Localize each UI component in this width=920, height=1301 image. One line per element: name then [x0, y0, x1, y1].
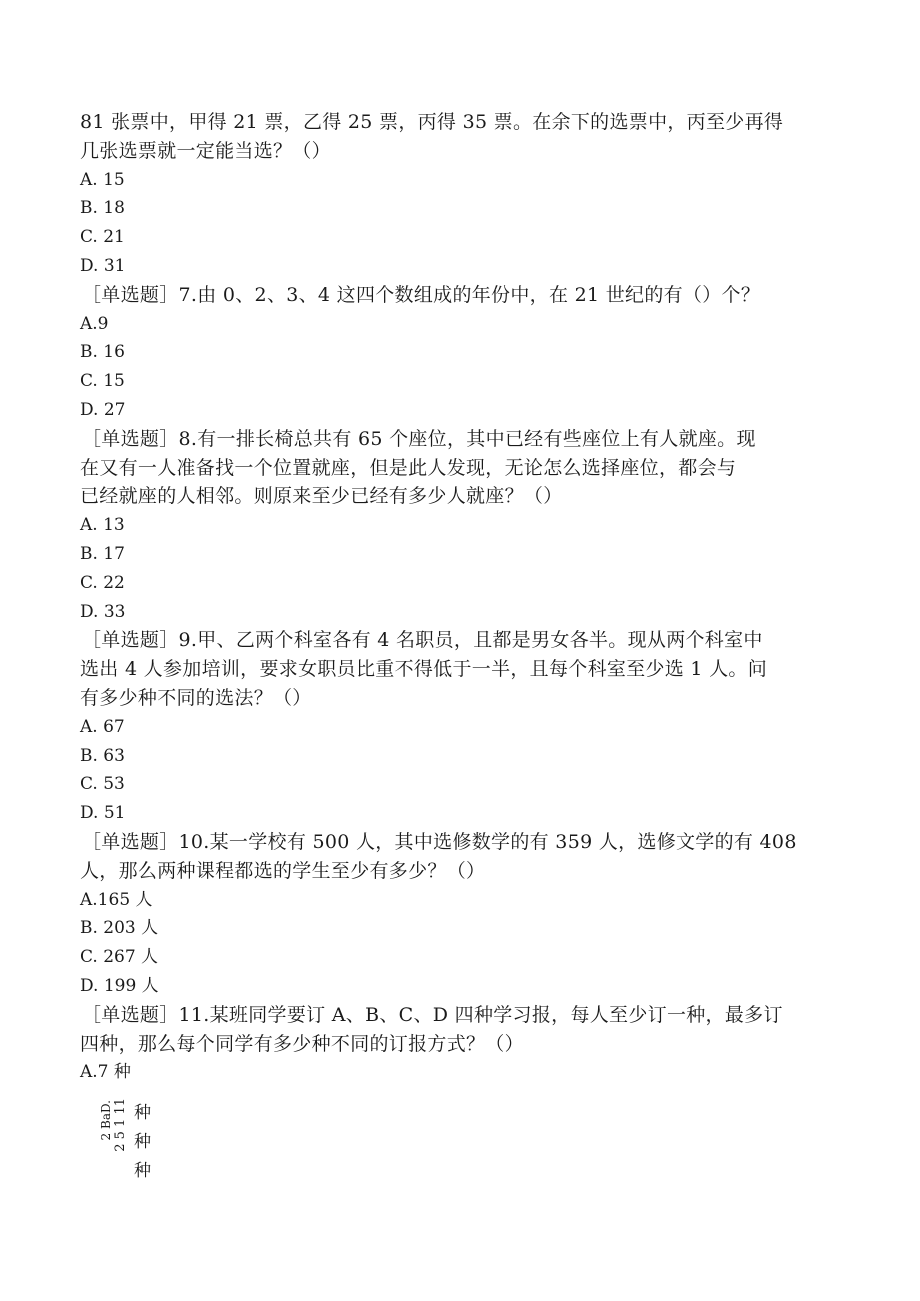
question-6-text-line-2: 几张选票就一定能当选？（）	[80, 139, 331, 162]
question-6-option-d: D. 31	[80, 255, 126, 276]
question-8-text-line-1: ［单选题］8.有一排长椅总共有 65 个座位，其中已经有些座位上有人就座。现	[82, 427, 756, 450]
question-10-option-a: A.165 人	[80, 889, 153, 910]
question-11-text-line-1: ［单选题］11.某班同学要订 A、B、C、D 四种学习报，每人至少订一种，最多订	[82, 1003, 783, 1026]
question-8-option-d: D. 33	[80, 601, 126, 622]
question-9-option-b: B. 63	[80, 745, 125, 766]
question-11-option-a: A.7 种	[80, 1062, 131, 1083]
question-7-option-a: A.9	[80, 313, 109, 334]
question-7-text-line-1: ［单选题］7.由 0、2、3、4 这四个数组成的年份中，在 21 世纪的有（）个？	[82, 283, 761, 306]
question-9-text-line-3: 有多少种不同的选法？（）	[80, 686, 312, 709]
garbled-vertical-text-2: 2 5 1 11	[113, 1098, 128, 1152]
garbled-vertical-text-1: 2 BaD.	[99, 1100, 113, 1141]
question-7-option-c: C. 15	[80, 371, 125, 392]
question-10-option-d: D. 199 人	[80, 975, 159, 996]
question-8-option-b: B. 17	[80, 543, 125, 564]
garbled-char-3: 种	[134, 1161, 151, 1181]
question-10-text-line-2: 人，那么两种课程都选的学生至少有多少？（）	[80, 859, 486, 882]
question-8-option-c: C. 22	[80, 572, 125, 593]
garbled-char-1: 种	[134, 1103, 151, 1123]
question-8-text-line-3: 已经就座的人相邻。则原来至少已经有多少人就座？（）	[80, 485, 563, 508]
question-6-option-a: A. 15	[80, 169, 125, 190]
question-10-option-b: B. 203 人	[80, 918, 159, 939]
question-10-text-line-1: ［单选题］10.某一学校有 500 人，其中选修数学的有 359 人，选修文学的有 408	[82, 830, 797, 853]
question-9-option-a: A. 67	[80, 716, 125, 737]
question-10-option-c: C. 267 人	[80, 947, 159, 968]
question-6-text-line-1: 81 张票中，甲得 21 票，乙得 25 票，丙得 35 票。在余下的选票中，丙至少再得	[80, 111, 784, 133]
question-8-text-line-2: 在又有一人准备找一个位置就座，但是此人发现，无论怎么选择座位，都会与	[80, 456, 737, 479]
garbled-char-2: 种	[134, 1132, 151, 1152]
question-7-option-b: B. 16	[80, 342, 125, 363]
question-11-text-line-2: 四种，那么每个同学有多少种不同的订报方式？（）	[80, 1032, 524, 1055]
question-6-option-b: B. 18	[80, 198, 125, 219]
document-page	[80, 108, 840, 1087]
question-9-text-line-2: 选出 4 人参加培训，要求女职员比重不得低于一半，且每个科室至少选 1 人。问	[80, 658, 768, 681]
garbled-options-block	[99, 1098, 160, 1181]
question-8-option-a: A. 13	[80, 515, 125, 536]
question-6-option-c: C. 21	[80, 227, 125, 248]
question-9-text-line-1: ［单选题］9.甲、乙两个科室各有 4 名职员，且都是男女各半。现从两个科室中	[82, 629, 763, 652]
question-9-option-c: C. 53	[80, 774, 125, 795]
question-9-option-d: D. 51	[80, 803, 126, 824]
question-7-option-d: D. 27	[80, 399, 126, 420]
